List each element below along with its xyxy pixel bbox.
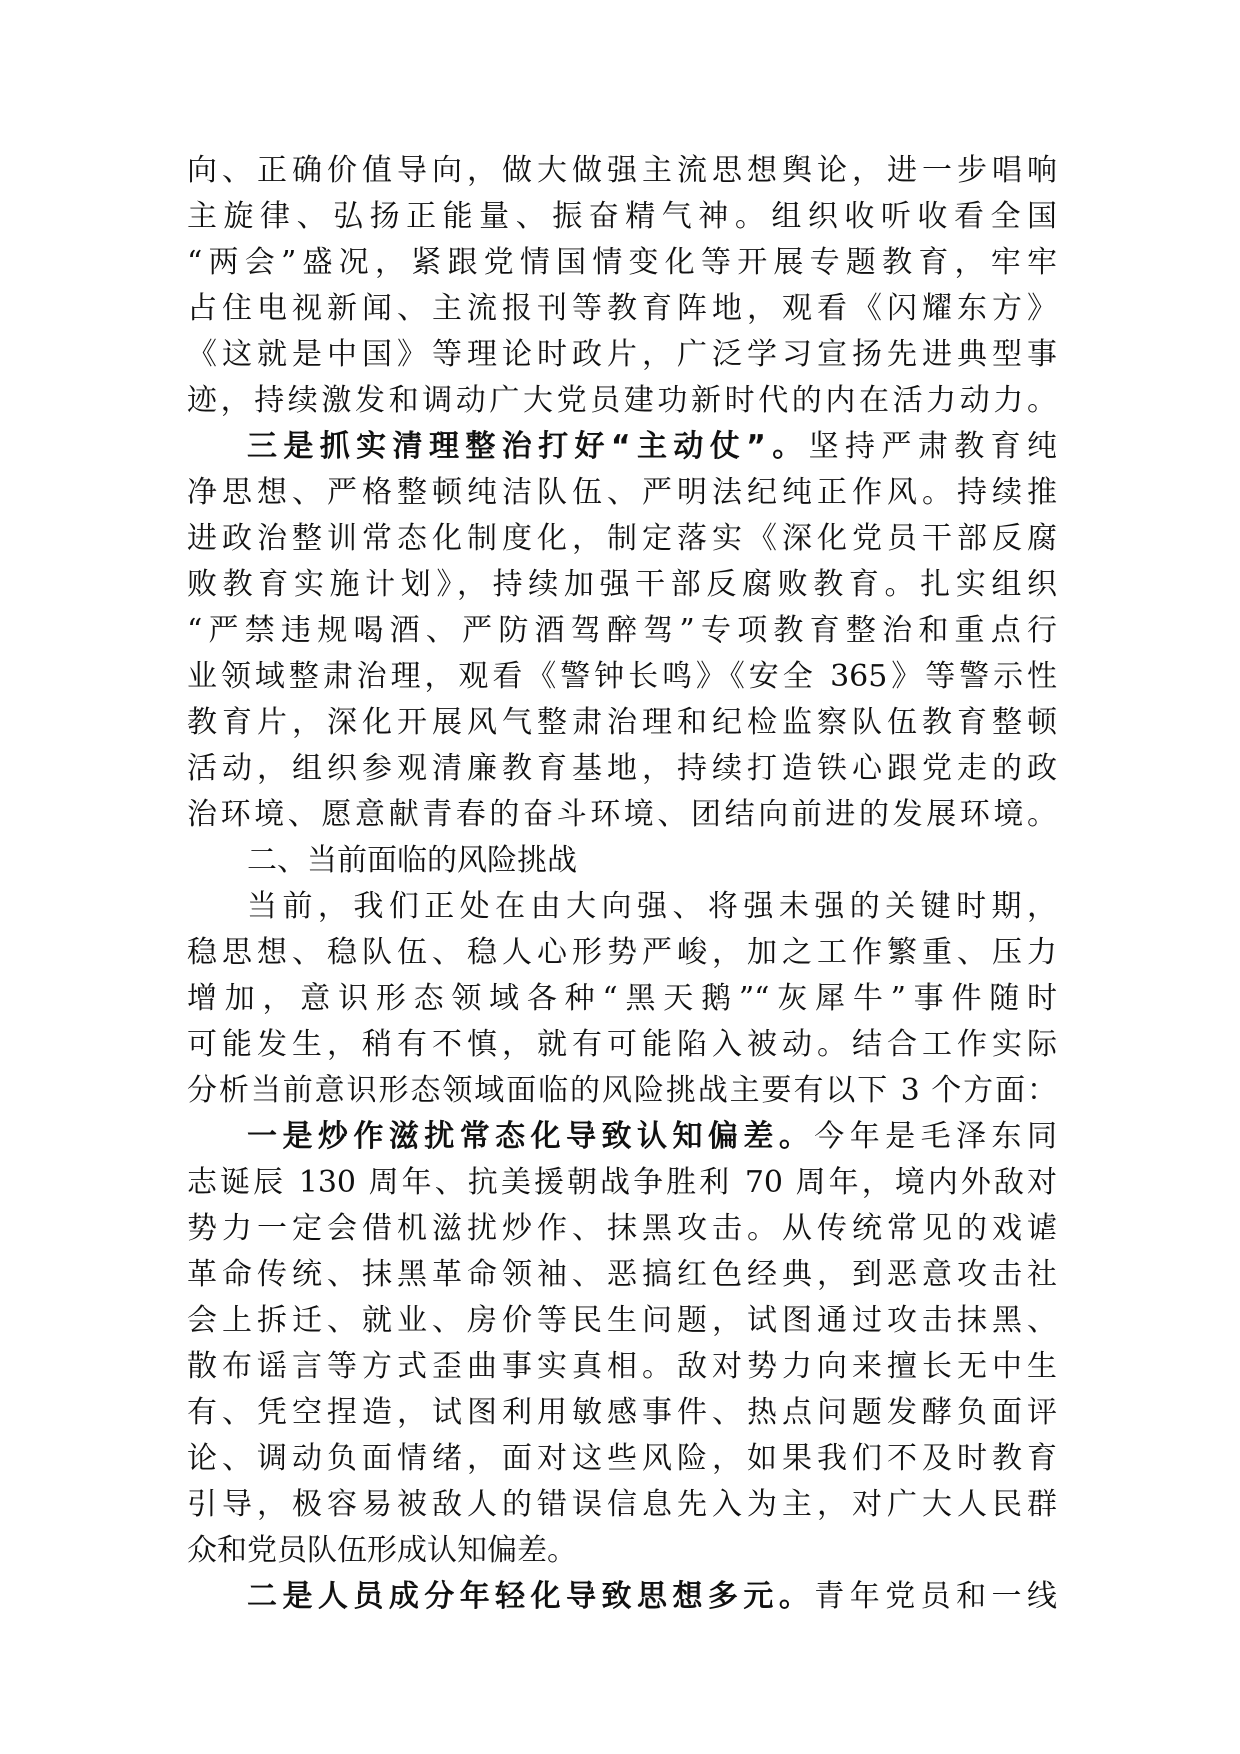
text-line: 占住电视新闻、主流报刊等教育阵地，观看《闪耀东方》 [187, 291, 1057, 326]
text-line: 革命传统、抹黑革命领袖、恶搞红色经典，到恶意攻击社 [187, 1257, 1057, 1292]
text-fragment: 青年党员和一线 [814, 1579, 1058, 1614]
paragraph-lead-heading: 三是抓实清理整治打好“主动仗”。 [247, 429, 809, 464]
text-line: 败教育实施计划》，持续加强干部反腐败教育。扎实组织 [187, 567, 1057, 602]
text-line: “严禁违规喝酒、严防酒驾醉驾”专项教育整治和重点行 [187, 613, 1057, 648]
text-line: 主旋律、弘扬正能量、振奋精气神。组织收听收看全国 [187, 199, 1057, 234]
text-line: 稳思想、稳队伍、稳人心形势严峻，加之工作繁重、压力 [187, 935, 1057, 970]
paragraph-continuation [187, 148, 1057, 424]
paragraph-lead-heading: 一是炒作滋扰常态化导致认知偏差。 [247, 1119, 815, 1154]
text-line: 志诞辰 130 周年、抗美援朝战争胜利 70 周年，境内外敌对 [187, 1165, 1057, 1200]
text-line: 可能发生，稍有不慎，就有可能陷入被动。结合工作实际 [187, 1027, 1057, 1062]
text-line: 分析当前意识形态领域面临的风险挑战主要有以下 3 个方面： [187, 1073, 1057, 1108]
text-line: 众和党员队伍形成认知偏差。 [187, 1533, 577, 1568]
paragraph-first-line: 当前，我们正处在由大向强、将强未强的关键时期， [247, 889, 1057, 924]
paragraph-current-situation [187, 884, 1057, 1114]
text-fragment: 坚持严肃教育纯 [808, 429, 1058, 464]
text-line: 活动，组织参观清廉教育基地，持续打造铁心跟党走的政 [187, 751, 1057, 786]
text-line: 进政治整训常态化制度化，制定落实《深化党员干部反腐 [187, 521, 1057, 556]
paragraph-first-line [187, 424, 1057, 470]
text-line: 净思想、严格整顿纯洁队伍、严明法纪纯正作风。持续推 [187, 475, 1057, 510]
text-line: 治环境、愿意献青春的奋斗环境、团结向前进的发展环境。 [187, 797, 1057, 832]
section-heading: 二、当前面临的风险挑战 [247, 843, 577, 878]
text-fragment: 今年是毛泽东同 [814, 1119, 1058, 1154]
paragraph-lead-heading: 二是人员成分年轻化导致思想多元。 [247, 1579, 815, 1614]
text-line: 教育片，深化开展风气整肃治理和纪检监察队伍教育整顿 [187, 705, 1057, 740]
text-line: 论、调动负面情绪，面对这些风险，如果我们不及时教育 [187, 1441, 1057, 1476]
text-line: 迹，持续激发和调动广大党员建功新时代的内在活力动力。 [187, 383, 1057, 418]
text-line: 业领域整肃治理，观看《警钟长鸣》《安全 365》等警示性 [187, 659, 1057, 694]
text-line: 势力一定会借机滋扰炒作、抹黑攻击。从传统常见的戏谑 [187, 1211, 1057, 1246]
text-line: 会上拆迁、就业、房价等民生问题，试图通过攻击抹黑、 [187, 1303, 1057, 1338]
text-line: “两会”盛况，紧跟党情国情变化等开展专题教育，牢牢 [187, 245, 1057, 280]
text-line: 有、凭空捏造，试图利用敏感事件、热点问题发酵负面评 [187, 1395, 1057, 1430]
paragraph-first-line [187, 1114, 1057, 1160]
text-line: 引导，极容易被敌人的错误信息先入为主，对广大人民群 [187, 1487, 1057, 1522]
text-line: 《这就是中国》等理论时政片，广泛学习宣扬先进典型事 [187, 337, 1057, 372]
paragraph-first-line [187, 1574, 1057, 1620]
paragraph-younger-personnel [187, 1574, 1057, 1620]
document-page [187, 148, 1057, 1620]
paragraph-cleanup-rectification [187, 424, 1057, 838]
paragraph-hype-interference [187, 1114, 1057, 1574]
text-line: 增加，意识形态领域各种“黑天鹅”“灰犀牛”事件随时 [187, 981, 1057, 1016]
text-line: 向、正确价值导向，做大做强主流思想舆论，进一步唱响 [187, 153, 1057, 188]
text-line: 散布谣言等方式歪曲事实真相。敌对势力向来擅长无中生 [187, 1349, 1057, 1384]
